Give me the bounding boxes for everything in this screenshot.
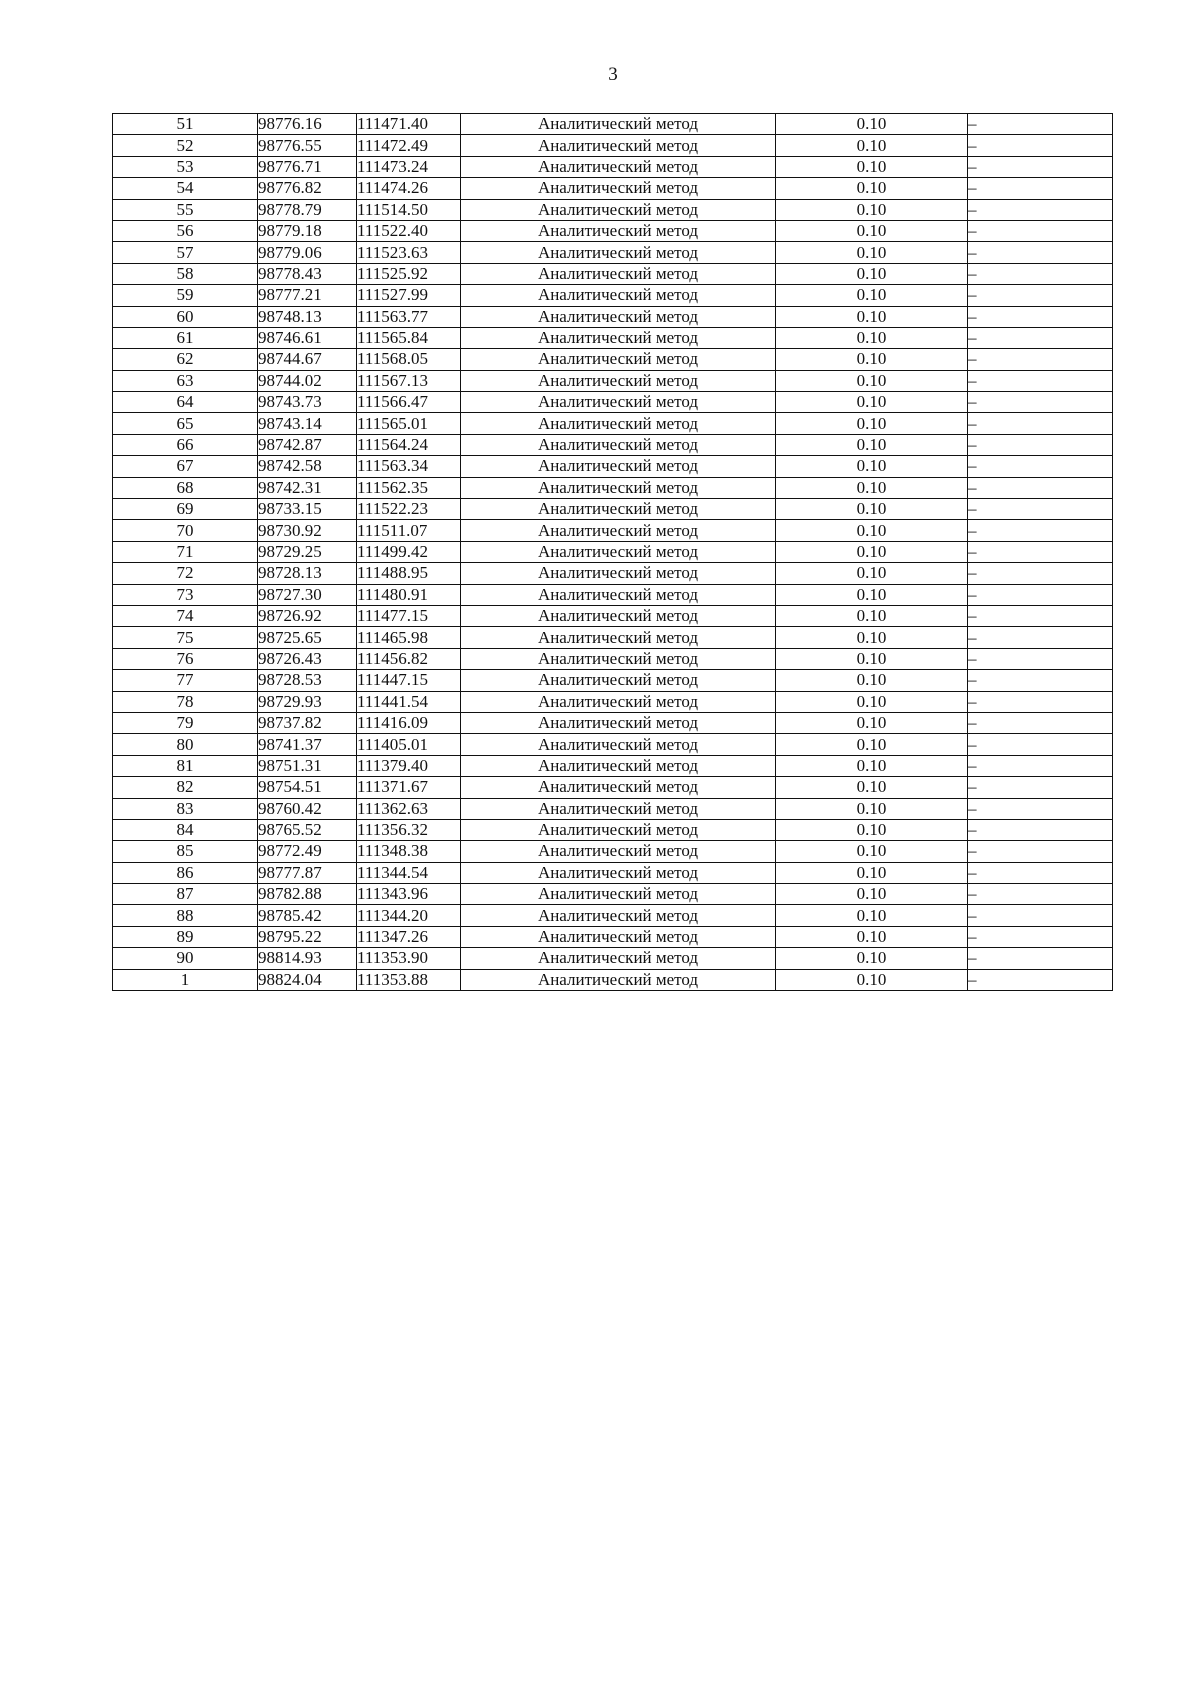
y-coordinate-cell: 111465.98 — [357, 627, 461, 648]
point-number-cell: 85 — [113, 841, 258, 862]
table-row — [113, 862, 1113, 883]
method-cell: Аналитический метод — [461, 456, 776, 477]
table-row — [113, 456, 1113, 477]
coordinates-table-body — [113, 114, 1113, 991]
point-number-cell: 54 — [113, 178, 258, 199]
point-number-cell: 61 — [113, 327, 258, 348]
y-coordinate-cell: 111347.26 — [357, 926, 461, 947]
y-coordinate-cell: 111522.40 — [357, 220, 461, 241]
y-coordinate-cell: 111473.24 — [357, 156, 461, 177]
y-coordinate-cell: 111343.96 — [357, 884, 461, 905]
x-coordinate-cell: 98772.49 — [258, 841, 357, 862]
method-cell: Аналитический метод — [461, 434, 776, 455]
x-coordinate-cell: 98778.43 — [258, 263, 357, 284]
method-cell: Аналитический метод — [461, 841, 776, 862]
table-row — [113, 220, 1113, 241]
note-cell: – — [968, 306, 1113, 327]
point-number-cell: 87 — [113, 884, 258, 905]
note-cell: – — [968, 135, 1113, 156]
method-cell: Аналитический метод — [461, 327, 776, 348]
table-row — [113, 969, 1113, 990]
accuracy-cell: 0.10 — [776, 969, 968, 990]
table-row — [113, 285, 1113, 306]
y-coordinate-cell: 111525.92 — [357, 263, 461, 284]
x-coordinate-cell: 98776.55 — [258, 135, 357, 156]
note-cell: – — [968, 884, 1113, 905]
method-cell: Аналитический метод — [461, 884, 776, 905]
accuracy-cell: 0.10 — [776, 520, 968, 541]
accuracy-cell: 0.10 — [776, 926, 968, 947]
table-row — [113, 841, 1113, 862]
method-cell: Аналитический метод — [461, 948, 776, 969]
note-cell: – — [968, 605, 1113, 626]
point-number-cell: 62 — [113, 349, 258, 370]
table-row — [113, 670, 1113, 691]
point-number-cell: 81 — [113, 755, 258, 776]
accuracy-cell: 0.10 — [776, 819, 968, 840]
x-coordinate-cell: 98814.93 — [258, 948, 357, 969]
point-number-cell: 77 — [113, 670, 258, 691]
y-coordinate-cell: 111353.90 — [357, 948, 461, 969]
table-row — [113, 584, 1113, 605]
x-coordinate-cell: 98743.73 — [258, 392, 357, 413]
x-coordinate-cell: 98782.88 — [258, 884, 357, 905]
accuracy-cell: 0.10 — [776, 434, 968, 455]
accuracy-cell: 0.10 — [776, 156, 968, 177]
table-row — [113, 349, 1113, 370]
x-coordinate-cell: 98785.42 — [258, 905, 357, 926]
method-cell: Аналитический метод — [461, 114, 776, 135]
method-cell: Аналитический метод — [461, 499, 776, 520]
accuracy-cell: 0.10 — [776, 285, 968, 306]
note-cell: – — [968, 349, 1113, 370]
x-coordinate-cell: 98748.13 — [258, 306, 357, 327]
table-row — [113, 477, 1113, 498]
note-cell: – — [968, 477, 1113, 498]
accuracy-cell: 0.10 — [776, 798, 968, 819]
x-coordinate-cell: 98795.22 — [258, 926, 357, 947]
table-row — [113, 434, 1113, 455]
table-row — [113, 392, 1113, 413]
x-coordinate-cell: 98746.61 — [258, 327, 357, 348]
y-coordinate-cell: 111371.67 — [357, 777, 461, 798]
point-number-cell: 86 — [113, 862, 258, 883]
method-cell: Аналитический метод — [461, 605, 776, 626]
y-coordinate-cell: 111499.42 — [357, 541, 461, 562]
note-cell: – — [968, 969, 1113, 990]
x-coordinate-cell: 98776.16 — [258, 114, 357, 135]
accuracy-cell: 0.10 — [776, 691, 968, 712]
table-row — [113, 541, 1113, 562]
point-number-cell: 68 — [113, 477, 258, 498]
note-cell: – — [968, 114, 1113, 135]
accuracy-cell: 0.10 — [776, 605, 968, 626]
table-row — [113, 114, 1113, 135]
note-cell: – — [968, 563, 1113, 584]
point-number-cell: 63 — [113, 370, 258, 391]
y-coordinate-cell: 111567.13 — [357, 370, 461, 391]
x-coordinate-cell: 98727.30 — [258, 584, 357, 605]
accuracy-cell: 0.10 — [776, 948, 968, 969]
point-number-cell: 75 — [113, 627, 258, 648]
note-cell: – — [968, 327, 1113, 348]
y-coordinate-cell: 111477.15 — [357, 605, 461, 626]
y-coordinate-cell: 111405.01 — [357, 734, 461, 755]
note-cell: – — [968, 220, 1113, 241]
accuracy-cell: 0.10 — [776, 135, 968, 156]
method-cell: Аналитический метод — [461, 199, 776, 220]
y-coordinate-cell: 111563.77 — [357, 306, 461, 327]
method-cell: Аналитический метод — [461, 969, 776, 990]
x-coordinate-cell: 98776.82 — [258, 178, 357, 199]
method-cell: Аналитический метод — [461, 178, 776, 199]
method-cell: Аналитический метод — [461, 627, 776, 648]
method-cell: Аналитический метод — [461, 263, 776, 284]
method-cell: Аналитический метод — [461, 755, 776, 776]
table-row — [113, 263, 1113, 284]
point-number-cell: 76 — [113, 648, 258, 669]
accuracy-cell: 0.10 — [776, 413, 968, 434]
note-cell: – — [968, 413, 1113, 434]
method-cell: Аналитический метод — [461, 819, 776, 840]
accuracy-cell: 0.10 — [776, 306, 968, 327]
point-number-cell: 71 — [113, 541, 258, 562]
accuracy-cell: 0.10 — [776, 841, 968, 862]
note-cell: – — [968, 755, 1113, 776]
x-coordinate-cell: 98733.15 — [258, 499, 357, 520]
y-coordinate-cell: 111568.05 — [357, 349, 461, 370]
x-coordinate-cell: 98777.87 — [258, 862, 357, 883]
accuracy-cell: 0.10 — [776, 670, 968, 691]
point-number-cell: 66 — [113, 434, 258, 455]
note-cell: – — [968, 584, 1113, 605]
method-cell: Аналитический метод — [461, 691, 776, 712]
point-number-cell: 74 — [113, 605, 258, 626]
point-number-cell: 89 — [113, 926, 258, 947]
table-row — [113, 712, 1113, 733]
page-number: 3 — [608, 64, 618, 85]
y-coordinate-cell: 111441.54 — [357, 691, 461, 712]
accuracy-cell: 0.10 — [776, 349, 968, 370]
accuracy-cell: 0.10 — [776, 199, 968, 220]
note-cell: – — [968, 819, 1113, 840]
method-cell: Аналитический метод — [461, 541, 776, 562]
point-number-cell: 53 — [113, 156, 258, 177]
point-number-cell: 1 — [113, 969, 258, 990]
x-coordinate-cell: 98730.92 — [258, 520, 357, 541]
note-cell: – — [968, 798, 1113, 819]
point-number-cell: 55 — [113, 199, 258, 220]
method-cell: Аналитический метод — [461, 370, 776, 391]
point-number-cell: 79 — [113, 712, 258, 733]
y-coordinate-cell: 111379.40 — [357, 755, 461, 776]
accuracy-cell: 0.10 — [776, 392, 968, 413]
table-row — [113, 605, 1113, 626]
y-coordinate-cell: 111471.40 — [357, 114, 461, 135]
note-cell: – — [968, 777, 1113, 798]
method-cell: Аналитический метод — [461, 306, 776, 327]
x-coordinate-cell: 98744.67 — [258, 349, 357, 370]
table-row — [113, 905, 1113, 926]
point-number-cell: 78 — [113, 691, 258, 712]
accuracy-cell: 0.10 — [776, 734, 968, 755]
note-cell: – — [968, 712, 1113, 733]
x-coordinate-cell: 98737.82 — [258, 712, 357, 733]
point-number-cell: 72 — [113, 563, 258, 584]
y-coordinate-cell: 111527.99 — [357, 285, 461, 306]
method-cell: Аналитический метод — [461, 520, 776, 541]
point-number-cell: 58 — [113, 263, 258, 284]
y-coordinate-cell: 111348.38 — [357, 841, 461, 862]
note-cell: – — [968, 648, 1113, 669]
note-cell: – — [968, 948, 1113, 969]
y-coordinate-cell: 111562.35 — [357, 477, 461, 498]
accuracy-cell: 0.10 — [776, 862, 968, 883]
x-coordinate-cell: 98744.02 — [258, 370, 357, 391]
y-coordinate-cell: 111563.34 — [357, 456, 461, 477]
table-row — [113, 520, 1113, 541]
y-coordinate-cell: 111522.23 — [357, 499, 461, 520]
method-cell: Аналитический метод — [461, 670, 776, 691]
method-cell: Аналитический метод — [461, 905, 776, 926]
point-number-cell: 69 — [113, 499, 258, 520]
accuracy-cell: 0.10 — [776, 499, 968, 520]
point-number-cell: 70 — [113, 520, 258, 541]
accuracy-cell: 0.10 — [776, 370, 968, 391]
y-coordinate-cell: 111488.95 — [357, 563, 461, 584]
method-cell: Аналитический метод — [461, 220, 776, 241]
table-row — [113, 499, 1113, 520]
y-coordinate-cell: 111344.54 — [357, 862, 461, 883]
accuracy-cell: 0.10 — [776, 541, 968, 562]
accuracy-cell: 0.10 — [776, 712, 968, 733]
y-coordinate-cell: 111564.24 — [357, 434, 461, 455]
point-number-cell: 60 — [113, 306, 258, 327]
note-cell: – — [968, 434, 1113, 455]
y-coordinate-cell: 111480.91 — [357, 584, 461, 605]
y-coordinate-cell: 111565.01 — [357, 413, 461, 434]
point-number-cell: 52 — [113, 135, 258, 156]
accuracy-cell: 0.10 — [776, 263, 968, 284]
note-cell: – — [968, 734, 1113, 755]
note-cell: – — [968, 370, 1113, 391]
note-cell: – — [968, 178, 1113, 199]
y-coordinate-cell: 111416.09 — [357, 712, 461, 733]
accuracy-cell: 0.10 — [776, 220, 968, 241]
table-row — [113, 563, 1113, 584]
table-row — [113, 819, 1113, 840]
y-coordinate-cell: 111353.88 — [357, 969, 461, 990]
point-number-cell: 56 — [113, 220, 258, 241]
point-number-cell: 57 — [113, 242, 258, 263]
method-cell: Аналитический метод — [461, 648, 776, 669]
point-number-cell: 84 — [113, 819, 258, 840]
table-row — [113, 948, 1113, 969]
table-row — [113, 926, 1113, 947]
y-coordinate-cell: 111523.63 — [357, 242, 461, 263]
point-number-cell: 88 — [113, 905, 258, 926]
accuracy-cell: 0.10 — [776, 114, 968, 135]
x-coordinate-cell: 98779.06 — [258, 242, 357, 263]
method-cell: Аналитический метод — [461, 392, 776, 413]
x-coordinate-cell: 98728.13 — [258, 563, 357, 584]
note-cell: – — [968, 905, 1113, 926]
table-row — [113, 627, 1113, 648]
note-cell: – — [968, 691, 1113, 712]
accuracy-cell: 0.10 — [776, 178, 968, 199]
accuracy-cell: 0.10 — [776, 456, 968, 477]
table-row — [113, 798, 1113, 819]
method-cell: Аналитический метод — [461, 584, 776, 605]
point-number-cell: 64 — [113, 392, 258, 413]
accuracy-cell: 0.10 — [776, 755, 968, 776]
note-cell: – — [968, 199, 1113, 220]
y-coordinate-cell: 111474.26 — [357, 178, 461, 199]
table-row — [113, 199, 1113, 220]
accuracy-cell: 0.10 — [776, 327, 968, 348]
x-coordinate-cell: 98778.79 — [258, 199, 357, 220]
note-cell: – — [968, 242, 1113, 263]
note-cell: – — [968, 456, 1113, 477]
table-row — [113, 156, 1113, 177]
y-coordinate-cell: 111447.15 — [357, 670, 461, 691]
point-number-cell: 82 — [113, 777, 258, 798]
method-cell: Аналитический метод — [461, 156, 776, 177]
accuracy-cell: 0.10 — [776, 477, 968, 498]
accuracy-cell: 0.10 — [776, 777, 968, 798]
note-cell: – — [968, 926, 1113, 947]
method-cell: Аналитический метод — [461, 242, 776, 263]
note-cell: – — [968, 263, 1113, 284]
table-row — [113, 648, 1113, 669]
x-coordinate-cell: 98725.65 — [258, 627, 357, 648]
x-coordinate-cell: 98742.87 — [258, 434, 357, 455]
accuracy-cell: 0.10 — [776, 584, 968, 605]
method-cell: Аналитический метод — [461, 135, 776, 156]
x-coordinate-cell: 98751.31 — [258, 755, 357, 776]
table-row — [113, 135, 1113, 156]
point-number-cell: 90 — [113, 948, 258, 969]
y-coordinate-cell: 111356.32 — [357, 819, 461, 840]
method-cell: Аналитический метод — [461, 563, 776, 584]
y-coordinate-cell: 111344.20 — [357, 905, 461, 926]
table-row — [113, 755, 1113, 776]
method-cell: Аналитический метод — [461, 734, 776, 755]
accuracy-cell: 0.10 — [776, 648, 968, 669]
x-coordinate-cell: 98728.53 — [258, 670, 357, 691]
x-coordinate-cell: 98777.21 — [258, 285, 357, 306]
note-cell: – — [968, 841, 1113, 862]
x-coordinate-cell: 98726.43 — [258, 648, 357, 669]
table-row — [113, 884, 1113, 905]
note-cell: – — [968, 156, 1113, 177]
table-row — [113, 691, 1113, 712]
point-number-cell: 67 — [113, 456, 258, 477]
accuracy-cell: 0.10 — [776, 627, 968, 648]
x-coordinate-cell: 98742.31 — [258, 477, 357, 498]
method-cell: Аналитический метод — [461, 862, 776, 883]
x-coordinate-cell: 98765.52 — [258, 819, 357, 840]
x-coordinate-cell: 98779.18 — [258, 220, 357, 241]
table-row — [113, 306, 1113, 327]
y-coordinate-cell: 111511.07 — [357, 520, 461, 541]
x-coordinate-cell: 98743.14 — [258, 413, 357, 434]
x-coordinate-cell: 98741.37 — [258, 734, 357, 755]
method-cell: Аналитический метод — [461, 285, 776, 306]
x-coordinate-cell: 98824.04 — [258, 969, 357, 990]
method-cell: Аналитический метод — [461, 777, 776, 798]
accuracy-cell: 0.10 — [776, 884, 968, 905]
point-number-cell: 59 — [113, 285, 258, 306]
method-cell: Аналитический метод — [461, 926, 776, 947]
accuracy-cell: 0.10 — [776, 563, 968, 584]
table-row — [113, 734, 1113, 755]
method-cell: Аналитический метод — [461, 413, 776, 434]
x-coordinate-cell: 98729.25 — [258, 541, 357, 562]
y-coordinate-cell: 111456.82 — [357, 648, 461, 669]
x-coordinate-cell: 98726.92 — [258, 605, 357, 626]
note-cell: – — [968, 541, 1113, 562]
point-number-cell: 73 — [113, 584, 258, 605]
point-number-cell: 51 — [113, 114, 258, 135]
accuracy-cell: 0.10 — [776, 905, 968, 926]
method-cell: Аналитический метод — [461, 712, 776, 733]
note-cell: – — [968, 520, 1113, 541]
method-cell: Аналитический метод — [461, 477, 776, 498]
coordinates-table — [112, 113, 1113, 991]
note-cell: – — [968, 499, 1113, 520]
note-cell: – — [968, 285, 1113, 306]
note-cell: – — [968, 670, 1113, 691]
x-coordinate-cell: 98760.42 — [258, 798, 357, 819]
point-number-cell: 83 — [113, 798, 258, 819]
method-cell: Аналитический метод — [461, 798, 776, 819]
point-number-cell: 80 — [113, 734, 258, 755]
y-coordinate-cell: 111362.63 — [357, 798, 461, 819]
method-cell: Аналитический метод — [461, 349, 776, 370]
x-coordinate-cell: 98754.51 — [258, 777, 357, 798]
y-coordinate-cell: 111514.50 — [357, 199, 461, 220]
table-row — [113, 242, 1113, 263]
table-row — [113, 178, 1113, 199]
y-coordinate-cell: 111472.49 — [357, 135, 461, 156]
y-coordinate-cell: 111565.84 — [357, 327, 461, 348]
table-row — [113, 777, 1113, 798]
accuracy-cell: 0.10 — [776, 242, 968, 263]
note-cell: – — [968, 392, 1113, 413]
y-coordinate-cell: 111566.47 — [357, 392, 461, 413]
table-row — [113, 327, 1113, 348]
table-row — [113, 370, 1113, 391]
table-row — [113, 413, 1113, 434]
x-coordinate-cell: 98742.58 — [258, 456, 357, 477]
x-coordinate-cell: 98776.71 — [258, 156, 357, 177]
note-cell: – — [968, 862, 1113, 883]
point-number-cell: 65 — [113, 413, 258, 434]
x-coordinate-cell: 98729.93 — [258, 691, 357, 712]
note-cell: – — [968, 627, 1113, 648]
